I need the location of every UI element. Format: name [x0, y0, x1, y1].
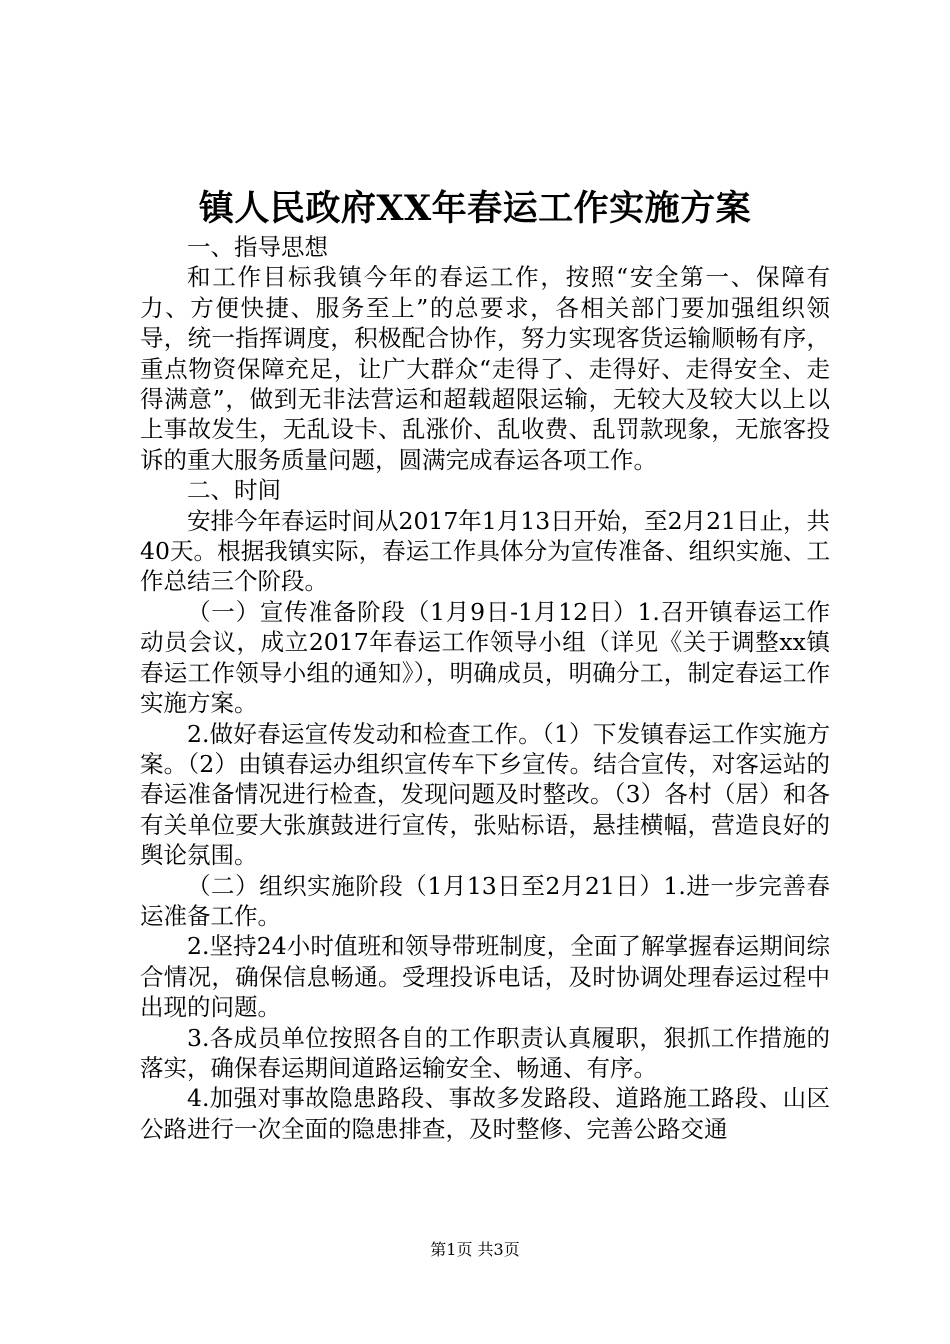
document-body	[140, 232, 830, 1144]
section-heading-guiding-ideology: 一、指导思想	[187, 233, 328, 261]
paragraph-stage-two: （二）组织实施阶段（1月13日至2月21日）1.进一步完善春运准备工作。	[140, 871, 830, 930]
paragraph-publicity: 2.做好春运宣传发动和检查工作。（1）下发镇春运工作实施方案。（2）由镇春运办组织宣传车下乡宣传。结合宣传，对客运站的春运准备情况进行检查，发现问题及时整改。（3）各村（居）和各有关单位要大张旗鼓进行宣传，张贴标语，悬挂横幅，营造良好的舆论氛围。	[140, 719, 830, 870]
paragraph-duty: 2.坚持24小时值班和领导带班制度，全面了解掌握春运期间综合情况，确保信息畅通。受理投诉电话，及时协调处理春运过程中出现的问题。	[140, 932, 830, 1022]
section-heading-time: 二、时间	[187, 476, 281, 505]
paragraph-road-inspection: 4.加强对事故隐患路段、事故多发路段、道路施工路段、山区公路进行一次全面的隐患排查，及时整修、完善公路交通	[140, 1084, 830, 1143]
paragraph-stage-one: （一）宣传准备阶段（1月9日-1月12日）1.召开镇春运工作动员会议，成立2017年春运工作领导小组（详见《关于调整xx镇春运工作领导小组的通知》），明确成员，明确分工，制定春运工作实施方案。	[140, 597, 830, 718]
paragraph-schedule: 安排今年春运时间从2017年1月13日开始，至2月21日止，共40天。根据我镇实际，春运工作具体分为宣传准备、组织实施、工作总结三个阶段。	[140, 506, 831, 596]
paragraph-goals: 和工作目标我镇今年的春运工作，按照“安全第一、保障有力、方便快捷、服务至上”的总要求，各相关部门要加强组织领导，统一指挥调度，积极配合协作，努力实现客货运输顺畅有序，重点物资保障充足，让广大群众“走得了、走得好、走得安全、走得满意”，做到无非法营运和超载超限运输，无较大及较大以上以上事故发生，无乱设卡、乱涨价、乱收费、乱罚款现象，无旅客投诉的重大服务质量问题，圆满完成春运各项工作。	[140, 263, 830, 474]
page-number: 第1页 共3页	[430, 1240, 520, 1259]
paragraph-responsibility: 3.各成员单位按照各自的工作职责认真履职，狠抓工作措施的落实，确保春运期间道路运输安全、畅通、有序。	[140, 1023, 830, 1082]
document-title: 镇人民政府XX年春运工作实施方案	[198, 188, 752, 229]
